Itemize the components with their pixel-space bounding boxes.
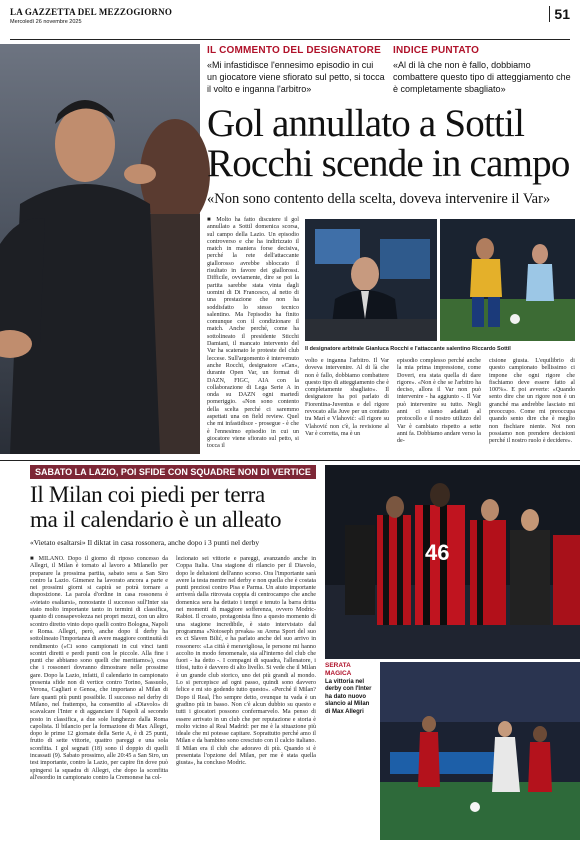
subheadline: «Non sono contento della scelta, doveva intervenire il Var» [207, 191, 551, 207]
article-text: ■ Molto ha fatto discutere il gol annullato a Sottil domenica scorsa, sul campo della Lazio. Un episodio controverso e che ha indirizzato il match in maniera forse decisiva, perché la rete dell'attaccante giallorosso avrebbe sbloccato il risultato in favore dei giallorossi. Difficile, ovviamente, dire se poi la partita sarebbe stata vinta dagli uomini di Di Francesco, al netto di una prestazione che non ha soddisfatto lo stesso tecnico salentino. Ma l'episodio ha finito comunque con il condizionare il match. Anche perché, come ha sottolineato il presidente Sticchi Damiani, il mancato intervento del Var ha scatenato le proteste del club leccese. Sull'argomento è intervenuto anche Rocchi, designatore «Can», durante Open Var, un format di DAZN, FIGC, AIA con la collaborazione di Lega Serie A in onda su DAZN ogni martedì pomeriggio. «Non sono contento della scelta perché ci saremmo aspettati una on field review. Quel che mi infastidisce - prosegue - è che è l'ennesimo episodio in cui un giocatore viene sfiorato sul petto, si tocca il [207, 217, 299, 450]
milan-column-2 [176, 556, 316, 836]
article-text: volto e inganna l'arbitro. Il Var doveva intervenire. Al di là che non è fallo, dobbiamo combattere questo tipo di atteggiamento che è completamente sbagliato». Il designatore ha poi parlato di Fiorentina-Juventus e del rigore revocato alla Juve per un contatto tra Marì e Vlahović: «Il rigore su Vlahović non c'è, la revisione al Var è corretta, ma è un [305, 358, 389, 437]
article-text: episodio complesso perché anche la mia prima impressione, come Doveri, era stata quella di dare rigore». «Non è che se l'arbitro ha deciso, allora il Var non può intervenire - ha aggiunto -. Il Var può intervenire su tutto. Negli anni ci siamo adattati al protocollo e il nostro utilizzo del Var è cambiato rispetto a sette anni fa. Dobbiamo andare verso la de- [397, 358, 481, 445]
article-column-2 [305, 358, 389, 454]
sottil-photo [440, 219, 575, 341]
newspaper-title: LA GAZZETTA DEL MEZZOGIORNO [10, 7, 173, 17]
masthead [10, 5, 570, 40]
milan-celebration-photo [325, 465, 580, 659]
commentary-kicker: IL COMMENTO DEL DESIGNATORE [207, 45, 381, 56]
section-band: SABATO LA LAZIO, POI SFIDE CON SQUADRE NON DI VERTICE [30, 465, 316, 479]
commentary-quote: «Mi infastidisce l'ennesimo episodio in cui un giocatore viene sfiorato sul petto, si tocca il volto e inganna l'arbitro» [207, 60, 385, 94]
milan-column-1 [30, 556, 168, 836]
milan-headline-line-2: ma il calendario è un alleato [30, 507, 282, 532]
page-number: 51 [549, 6, 570, 22]
headline-line-2: Rocchi scende in campo [207, 142, 570, 185]
article-column-1 [207, 217, 299, 450]
issue-date: Mercoledì 26 novembre 2025 [10, 19, 82, 25]
index-kicker: INDICE PUNTATO [393, 45, 480, 56]
rocchi-photo [0, 44, 200, 454]
article-text: cisione giusta. L'equilibrio di questo campionato bellissimo ci impone che ogni rigore che fischiamo deve essere fatto al 100%». E poi avverte: «Quando sento dire che un rigore non è un granché ma andrebbe lasciato mi preoccupo. Come mi preoccupa quando sento dire che è meglio non fischiare niente. Noi non possiamo non prendere decisioni perché il nostro ruolo è decidere». [489, 358, 575, 445]
rocchi-studio-photo [305, 219, 437, 341]
milan-subheadline: «Vietato esaltarsi» Il diktat in casa rossonera, anche dopo i 3 punti nel derby [30, 538, 260, 547]
derby-match-photo [380, 662, 580, 840]
svg-text:46: 46 [425, 540, 450, 565]
article-column-4 [489, 358, 575, 454]
serata-caption: La vittoria nel derby con l'Inter ha dato nuovo slancio al Milan di Max Allegri [325, 679, 372, 715]
photo-caption: Il designatore arbitrale Gianluca Rocchi e l'attaccante salentino Riccardo Sottil [305, 346, 511, 352]
article-text: lezionato sei vittorie e pareggi, avanzando anche in Coppa Italia. Una stagione di rilancio per il Diavolo, dopo le delusioni dell'anno scorso. Ora l'importante sarà avere la testa mentre nel derby e non quella che è costata punti preziosi contro Pisa e Parma. Un aiuto importante arriverà dalla ritrovata coppia di centrocampo che anche domenica sera ha dettato i tempi e tenuto la barra dritta nei momenti di maggiore sofferenza, ovvero Modric-Rabiot. Il croato, protagonista fino a questo momento di una stagione incredibile, è stato intervistato dal programma «Notoseph prvaka» su Arena Sport del suo ex ct Slaven Bilić, e ha parlato anche del suo arrivo in rossonero: «La città è meravigliosa, le persone mi hanno accolto in modo fenomenale, sia all'interno del club che fuori - ha detto -. I compagni di squadra, l'allenatore, i tifosi, tutto è davvero di alto livello. Si vede che il Milan è un grande club storico, uno dei più grandi al mondo. Lo si percepisce ad ogni passo, quindi sono davvero felice e mi sto godendo tutto questo». «Perché il Milan? Dopo il Real, l'ho sempre detto, ovunque tu vada è un gradino più in basso. Non c'è alcun dubbio su questo e tutti i giocatori possono confermarvelo. Ma penso di essere arrivato in un club che per reputazione e storia è molto vicino al Real Madrid: per me è la situazione più ideale che mi potesse capitare. Soprattutto perché amo il Milan e da bambino sono cresciuto con il calcio italiano. Il Milan era il club che adoravo di più. Quando si è presentata l'opzione del Milan, per me è stata quella giusta», ha concluso Modric. [176, 556, 316, 767]
index-quote: «Al di là che non è fallo, dobbiamo combattere questo tipo di atteggiamento che è completamente sbagliato» [393, 60, 571, 94]
section-divider [0, 460, 580, 461]
article-column-3 [397, 358, 481, 454]
milan-headline-line-1: Il Milan coi piedi per terra [30, 482, 265, 507]
serata-kicker: SERATA MAGICA [325, 662, 352, 677]
article-text: ■ MILANO. Dopo il giorno di riposo concesso da Allegri, il Milan è tornato al lavoro a Milanello per preparare la prossima partita, sabato sera a San Siro contro la Lazio. Gimenez ha lavorato ancora a parte e nei prossimi giorni si capirà se potrà tornare a disposizione. La parola d'ordine in casa rossonera è «vietato esaltarsi», nonostante il successo sull'Inter sia stato molto importante tanto in termini di classifica, quanto di consapevolezza nei propri mezzi, con un altro scontro diretto vinto dopo quelli contro Bologna, Napoli e Roma. Allegri, però, anche dopo il derby ha sottolineato l'importanza di avere maggiore continuità di rendimento («Ci sono campionati in cui vinci tanti scontri diretti e perdi punti con le piccole. Alla fine i punti che abbiamo sono quelli che meritiamo»), cosa che i rossoneri dovranno dimostrare nelle prossime gare. Dopo la Lazio, infatti, il calendario in campionato presenta sfide non di vertice contro Torino, Sassuolo, Verona, Cagliari e Genoa, che importano al Milan di fare quanti più punti possibile. Il successo nel derby di Milano, nel frattempo, ha consentito al «Diavolo» di scavalcare l'Inter e di agganciare il Napoli al secondo posto in classifica, a due sole lunghezze dalla Roma capolista. Il bilancio per la formazione di Max Allegri, dopo le prime 12 giornate della Serie A, è di 25 punti, frutto di sette vittorie, quattro pareggi e una sola sconfitta. I gol segnati (18) sono il doppio di quelli incassati (9). Sabato prossimo, alle 20:45 a San Siro, un test importante, contro la Lazio, per capire fin dove può spingersi la squadra di Allegri, che dopo la sconfitta all'esordio in campionato contro la Cremonese ha col- [30, 556, 168, 781]
headline-line-1: Gol annullato a Sottil [207, 102, 525, 145]
